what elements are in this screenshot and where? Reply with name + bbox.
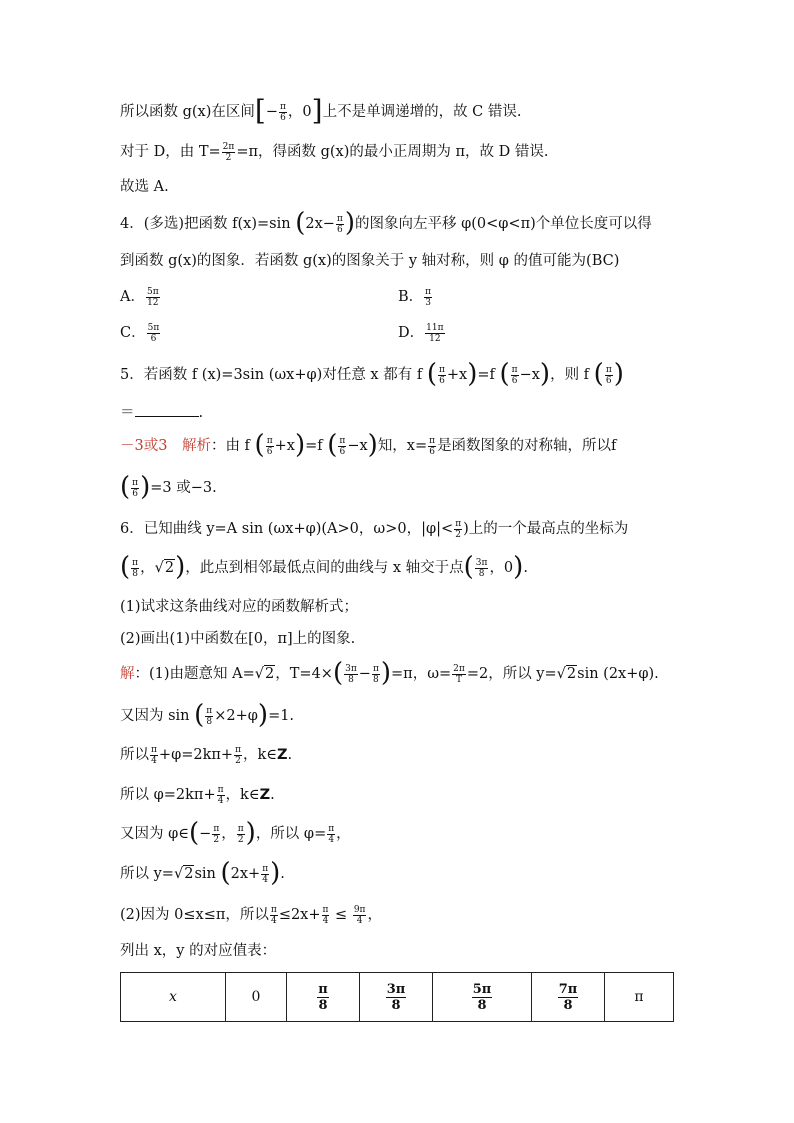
table-cell: $\frac{7\pi}{8}$ <box>532 973 605 1022</box>
question-6-part-1: (1)试求这条曲线对应的函数解析式； <box>120 599 359 615</box>
question-6-part-2: (2)画出(1)中函数在[0，π]上的图象. <box>120 631 356 647</box>
question-5-stem: 5．若函数 f (x)=3sin (ωx+φ)对任意 x 都有 f ( $\frac{\pi}{6}$ +x)=f ( $\frac{\pi}{6}$ −x)，则 f ( $\frac{\pi}{6}$ ) <box>120 359 624 389</box>
value-table <box>120 972 674 1022</box>
table-cell: $\frac{3\pi}{8}$ <box>360 973 433 1022</box>
option-b: B． $\frac{\pi}{3}$ <box>398 286 432 308</box>
table-cell: 0 <box>226 973 287 1022</box>
solution-line-7: (2)因为 0≤x≤π，所以 $\frac{\pi}{4}$ ≤2x+ $\frac{\pi}{4}$ ≤ $\frac{9\pi}{4}$ ， <box>120 904 382 926</box>
option-c: C． $\frac{5\pi}{6}$ <box>120 322 160 344</box>
solution-line-6: 所以 y=√2sin (2x+ $\frac{\pi}{4}$ ). <box>120 858 285 888</box>
question-4-stem-cont: 到函数 g(x)的图象．若函数 g(x)的图象关于 y 轴对称，则 φ 的值可能为(BC) <box>120 253 620 269</box>
line-d-period: 对于 D，由 T= $\frac{2\pi}{2}$ =π，得函数 g(x)的最小正周期为 π，故 D 错误. <box>120 141 549 163</box>
option-a: A． $\frac{5\pi}{12}$ <box>120 286 159 308</box>
table-header-x: x <box>121 973 226 1022</box>
solution-line-8: 列出 x，y 的对应值表： <box>120 943 277 959</box>
option-d: D． $\frac{11\pi}{12}$ <box>398 322 444 344</box>
question-5-result: ( $\frac{\pi}{6}$ )=3 或−3. <box>120 472 217 502</box>
solution-line-1: 解：(1)由题意知 A=√2，T=4×( $\frac{3\pi}{8}$ − $\frac{\pi}{8}$ )=π，ω= $\frac{2\pi}{T}$ =2，所以 y=√2sin (2x+φ). <box>120 658 659 688</box>
table-cell: $\frac{5\pi}{8}$ <box>433 973 532 1022</box>
line-answer-a: 故选 A. <box>120 179 169 195</box>
table-cell: $\frac{\pi}{8}$ <box>287 973 360 1022</box>
solution-line-2: 又因为 sin ( $\frac{\pi}{8}$ ×2+φ)=1. <box>120 700 295 730</box>
question-4-stem: 4．(多选)把函数 f(x)=sin (2x− $\frac{\pi}{6}$ )的图象向左平移 φ(0<φ<π)个单位长度可以得 <box>120 208 652 238</box>
solution-line-5: 又因为 φ∈(− $\frac{\pi}{2}$ ， $\frac{\pi}{2}$ )，所以 φ= $\frac{\pi}{4}$ ， <box>120 818 351 848</box>
question-6-stem-cont: ( $\frac{\pi}{8}$ ，√2)，此点到相邻最低点间的曲线与 x 轴交于点( $\frac{3\pi}{8}$ ，0). <box>120 552 528 582</box>
table-cell: π <box>605 973 674 1022</box>
question-5-blank: ＝ . <box>120 402 684 424</box>
solution-line-4: 所以 φ=2kπ+ $\frac{\pi}{4}$ ，k∈Z. <box>120 784 275 806</box>
question-6-stem: 6．已知曲线 y=A sin (ωx+φ)(A>0，ω>0，|φ|< $\frac{\pi}{2}$ )上的一个最高点的坐标为 <box>120 518 629 540</box>
solution-line-3: 所以 $\frac{\pi}{4}$ +φ=2kπ+ $\frac{\pi}{2}$ ，k∈Z. <box>120 744 293 766</box>
question-5-analysis: －3或3 解析：由 f ( $\frac{\pi}{6}$ +x)=f ( $\frac{\pi}{6}$ −x)知，x= $\frac{\pi}{6}$ 是函数图象的对称轴，所以f <box>120 430 617 460</box>
answer-blank <box>135 402 199 417</box>
table-row <box>121 973 674 1022</box>
line-c-conclusion: 所以函数 g(x)在区间[− $\frac{\pi}{6}$ ，0]上不是单调递增的，故 C 错误. <box>120 94 522 127</box>
